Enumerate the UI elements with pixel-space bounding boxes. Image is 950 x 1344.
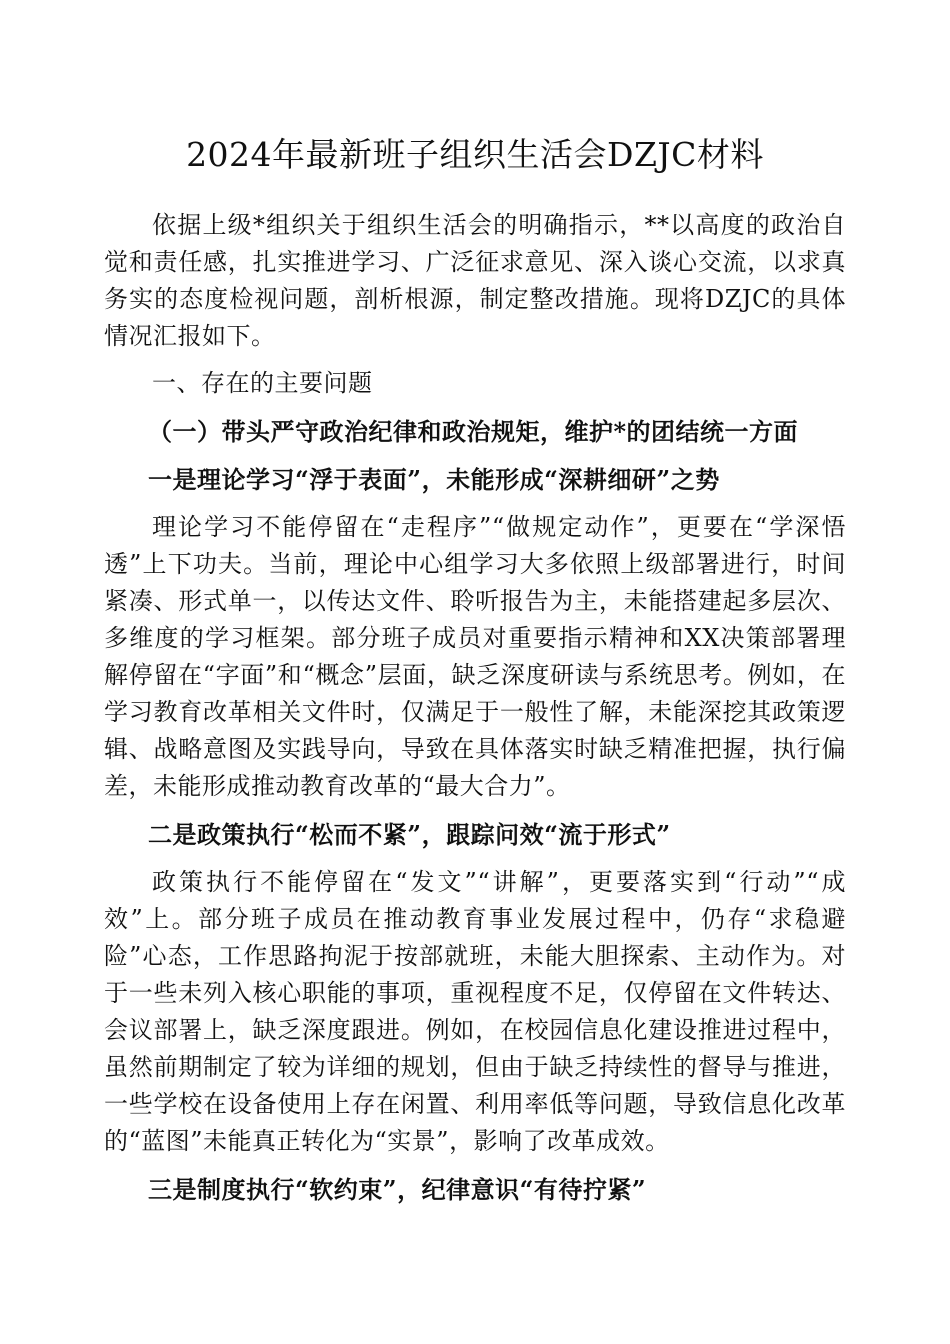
point-heading-policy-execution: 二是政策执行“松而不紧”，跟踪问效“流于形式” xyxy=(148,820,671,849)
subsection-heading-discipline: （一）带头严守政治纪律和政治规矩，维护*的团结统一方面 xyxy=(148,417,799,446)
document-body xyxy=(104,207,846,1219)
point-heading-theory-study: 一是理论学习“浮于表面”，未能形成“深耕细研”之势 xyxy=(148,465,720,494)
intro-paragraph: 依据上级*组织关于组织生活会的明确指示，**以高度的政治自觉和责任感，扎实推进学习、广泛征求意见、深入谈心交流，以求真务实的态度检视问题，剖析根源，制定整改措施。现将DZJC的具体情况汇报如下。 xyxy=(104,211,846,350)
point-body-theory-study: 理论学习不能停留在“走程序”“做规定动作”，更要在“学深悟透”上下功夫。当前，理论中心组学习大多依照上级部署进行，时间紧凑、形式单一，以传达文件、聆听报告为主，未能搭建起多层次、多维度的学习框架。部分班子成员对重要指示精神和XX决策部署理解停留在“字面”和“概念”层面，缺乏深度研读与系统思考。例如，在学习教育改革相关文件时，仅满足于一般性了解，未能深挖其政策逻辑、战略意图及实践导向，导致在具体落实时缺乏精准把握，执行偏差，未能形成推动教育改革的“最大合力”。 xyxy=(104,513,846,800)
section-heading-problems: 一、存在的主要问题 xyxy=(152,369,373,397)
document-title: 2024年最新班子组织生活会DZJC材料 xyxy=(186,135,764,174)
point-heading-system-execution: 三是制度执行“软约束”，纪律意识“有待拧紧” xyxy=(148,1175,647,1204)
point-body-policy-execution: 政策执行不能停留在“发文”“讲解”，更要落实到“行动”“成效”上。部分班子成员在推动教育事业发展过程中，仍存“求稳避险”心态，工作思路拘泥于按部就班，未能大胆探索、主动作为。对于一些未列入核心职能的事项，重视程度不足，仅停留在文件转达、会议部署上，缺乏深度跟进。例如，在校园信息化建设推进过程中，虽然前期制定了较为详细的规划，但由于缺乏持续性的督导与推进，一些学校在设备使用上存在闲置、利用率低等问题，导致信息化改革的“蓝图”未能真正转化为“实景”，影响了改革成效。 xyxy=(104,868,846,1155)
